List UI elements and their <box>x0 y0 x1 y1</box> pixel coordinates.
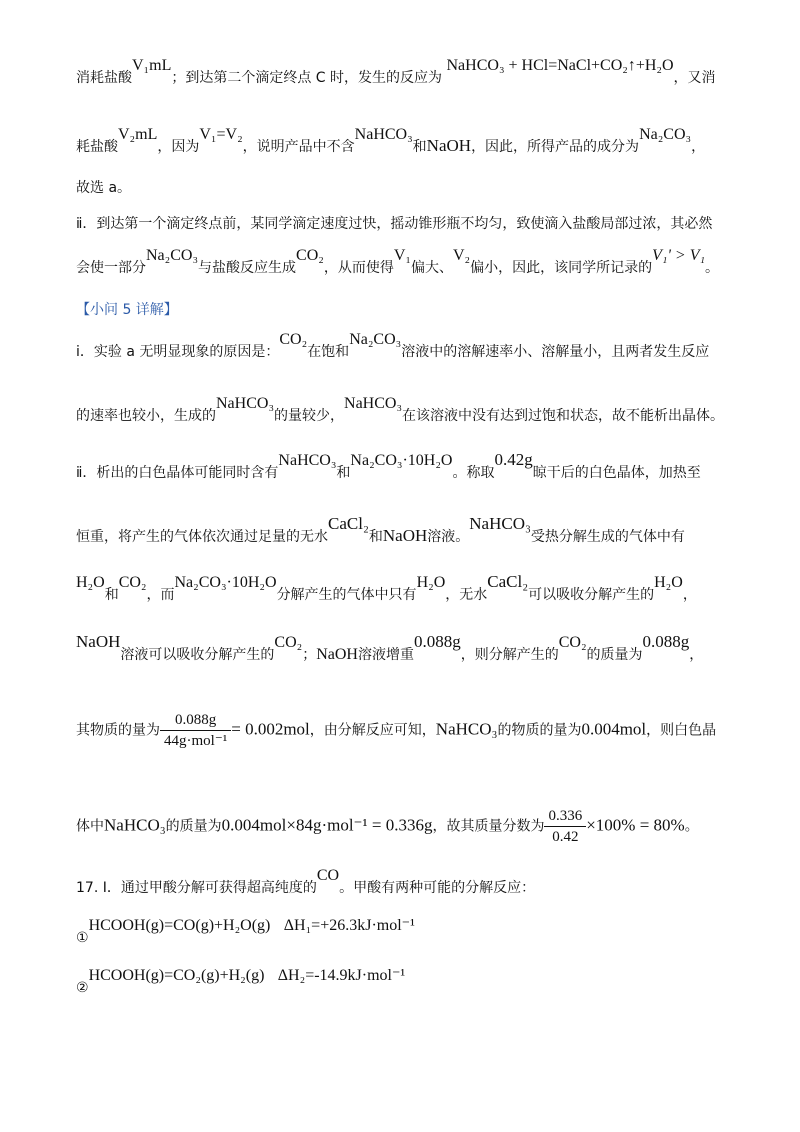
text: 溶液中的溶解速率小、溶解量小，且两者发生反应 <box>401 344 710 360</box>
para-line-6 <box>76 331 710 362</box>
formula: NaOH <box>426 136 472 155</box>
formula: NaOH <box>316 646 358 663</box>
formula: 0.004mol×84g·mol⁻¹ = 0.336g <box>221 815 433 835</box>
text: ，由分解反应可知， <box>309 722 436 739</box>
formula: CaCl₂ <box>487 572 529 591</box>
formula: CO₂ <box>118 574 147 591</box>
formula: Na₂CO₃ <box>349 331 402 348</box>
para-line-4: ⅱ．到达第一个滴定终点前，某同学滴定速度过快，摇动锥形瓶不均匀，致使滴入盐酸局部过浓，其必然 <box>76 216 713 232</box>
text: ，从而使得 <box>323 260 394 276</box>
formula: NaHCO₃ <box>435 719 498 739</box>
para-line-9 <box>76 514 685 547</box>
fraction <box>160 710 231 751</box>
formula: CaCl₂ <box>328 514 369 533</box>
fraction-denominator: 44g·mol⁻¹ <box>164 733 228 749</box>
formula: NaHCO₃ <box>278 452 337 469</box>
reaction-equation: HCOOH(g)=CO(g)+H₂O(g) <box>88 917 271 934</box>
text: ； <box>302 647 317 663</box>
text: ， <box>691 139 706 155</box>
formula: 0.088g <box>642 632 690 651</box>
formula: NaHCO₃ <box>469 514 531 533</box>
para-line-10 <box>76 572 697 605</box>
text: 的量较少， <box>274 408 345 424</box>
formula: NaOH <box>382 526 428 545</box>
reaction-equation: NaHCO₃ + HCl=NaCl+CO₂↑+H₂O <box>446 57 674 74</box>
para-line-13 <box>76 806 699 847</box>
text: 。称取 <box>452 465 495 481</box>
text: ， <box>689 647 704 663</box>
formula: NaHCO₃ <box>354 126 413 143</box>
formula: CO₂ <box>279 331 308 348</box>
text: 会使一部分 <box>76 260 146 276</box>
formula: 0.42g <box>494 450 533 469</box>
text: 溶液。 <box>427 529 470 545</box>
text: 和 <box>412 139 427 155</box>
para-line-1 <box>76 57 716 88</box>
formula: 0.088g <box>413 632 461 651</box>
text: 在该溶液中没有达到过饱和状态，故不能析出晶体。 <box>402 408 725 424</box>
text: 晾干后的白色晶体，加热至 <box>532 465 701 481</box>
text: ，则白色晶 <box>646 722 717 739</box>
formula: V₂ <box>453 247 471 264</box>
text: ， <box>682 587 697 603</box>
formula: Na₂CO₃·10H₂O <box>350 452 453 469</box>
para-line-8 <box>76 450 701 483</box>
formula: V₁' > V₁ <box>652 247 706 264</box>
formula: NaHCO₃ <box>344 395 403 412</box>
formula: V₁ <box>393 247 411 264</box>
para-line-2 <box>76 126 706 157</box>
text: ；到达第二个滴定终点 C 时，发生的反应为 <box>171 70 443 86</box>
text: 可以吸收分解产生的 <box>528 587 655 603</box>
text: 分解产生的气体中只有 <box>276 587 417 603</box>
text: ，因此，所得产品的成分为 <box>471 139 640 155</box>
text: 恒重，将产生的气体依次通过足量的无水 <box>76 529 328 545</box>
text: ⅰ．实验 a 无明显现象的原因是： <box>76 344 280 360</box>
text: 耗盐酸 <box>76 139 118 155</box>
text: 其物质的量为 <box>76 722 160 739</box>
text: 体中 <box>76 818 104 835</box>
text: ，故其质量分数为 <box>432 818 545 835</box>
text: 偏小，因此，该同学所记录的 <box>470 260 653 276</box>
formula: NaHCO₃ <box>104 815 166 835</box>
text: 17. I．通过甲酸分解可获得超高纯度的 <box>76 880 317 896</box>
text: ⅱ．析出的白色晶体可能同时含有 <box>76 465 279 481</box>
text: 的速率也较小，生成的 <box>76 408 216 424</box>
text: ，而 <box>146 587 175 603</box>
formula: ×100% = 80% <box>586 815 685 835</box>
formula: NaOH <box>76 632 121 651</box>
formula: CO <box>316 867 340 884</box>
formula: H₂O <box>654 574 683 591</box>
circled-number: ② <box>76 980 89 996</box>
enthalpy-change: ΔH₁=+26.3kJ·mol⁻¹ <box>283 917 415 934</box>
text: 受热分解生成的气体中有 <box>530 529 685 545</box>
text: ，又消 <box>673 70 716 86</box>
text: 和 <box>368 529 383 545</box>
formula: V₁mL <box>132 57 172 74</box>
fraction <box>544 806 586 847</box>
formula: Na₂CO₃ <box>146 247 199 264</box>
formula: 0.004mol <box>581 719 647 739</box>
formula: Na₂CO₃·10H₂O <box>174 574 277 591</box>
text: 和 <box>336 465 351 481</box>
reaction-equation: HCOOH(g)=CO₂(g)+H₂(g) <box>88 967 265 984</box>
text: ，因为 <box>157 139 200 155</box>
text: 消耗盐酸 <box>76 70 132 86</box>
text: 偏大、 <box>411 260 453 276</box>
formula: H₂O <box>76 574 105 591</box>
formula: = 0.002mol <box>231 719 310 739</box>
circled-number: ① <box>76 930 89 946</box>
text: 溶液可以吸收分解产生的 <box>120 647 275 663</box>
text: ，无水 <box>445 587 488 603</box>
formula: V₁=V₂ <box>199 126 243 143</box>
formula: H₂O <box>416 574 446 591</box>
formula: V₂mL <box>118 126 158 143</box>
reaction-1 <box>76 917 415 948</box>
para-line-7 <box>76 395 725 426</box>
formula: CO₂ <box>296 247 324 264</box>
text: 在饱和 <box>307 344 350 360</box>
text: 和 <box>104 587 119 603</box>
fraction-denominator: 0.42 <box>552 829 579 845</box>
text: 。 <box>684 818 699 835</box>
question-17 <box>76 867 536 898</box>
enthalpy-change: ΔH₂=-14.9kJ·mol⁻¹ <box>277 967 406 984</box>
formula: CO₂ <box>274 634 303 651</box>
text: 。 <box>705 260 720 276</box>
formula: Na₂CO₃ <box>639 126 692 143</box>
text: ，则分解产生的 <box>460 647 559 663</box>
fraction-numerator: 0.088g <box>160 710 231 731</box>
formula: NaHCO₃ <box>216 395 275 412</box>
text: 的质量为 <box>165 818 222 835</box>
text: 的质量为 <box>586 647 643 663</box>
text: 溶液增重 <box>357 647 414 663</box>
para-line-12 <box>76 710 716 751</box>
para-line-3: 故选 a。 <box>76 180 132 196</box>
section-header: 【小问 5 详解】 <box>76 302 178 318</box>
text: 与盐酸反应生成 <box>198 260 297 276</box>
formula: CO₂ <box>558 634 587 651</box>
text: 的物质的量为 <box>497 722 582 739</box>
text: ，说明产品中不含 <box>242 139 355 155</box>
reaction-2 <box>76 967 406 998</box>
para-line-11 <box>76 632 704 665</box>
text: 。甲酸有两种可能的分解反应： <box>339 880 536 896</box>
para-line-5 <box>76 247 720 278</box>
fraction-numerator: 0.336 <box>544 806 586 827</box>
